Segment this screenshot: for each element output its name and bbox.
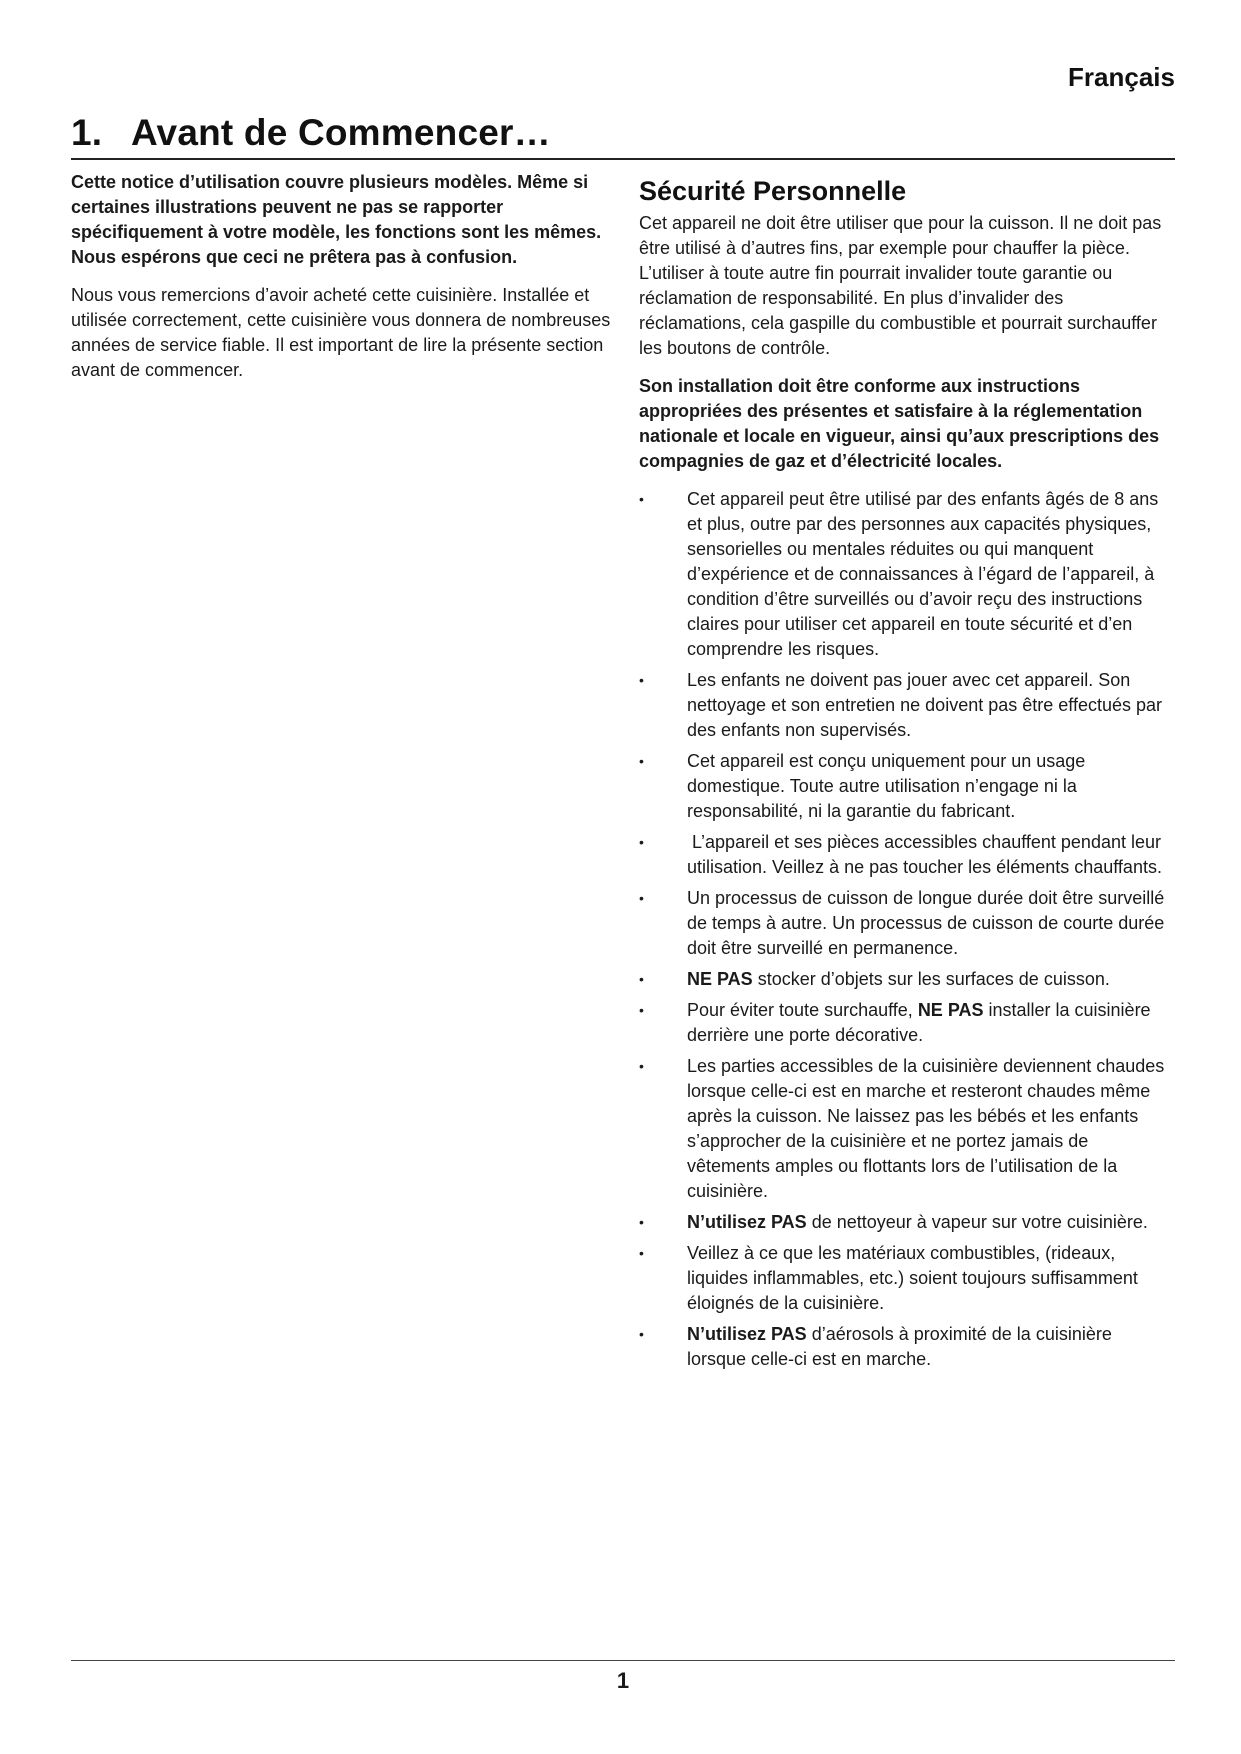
bullet-text: installer la cuisinière derrière une porte décorative. — [687, 1000, 1156, 1045]
bullet-text: Les parties accessibles de la cuisinière deviennent chaudes lorsque celle-ci est en marche et resteront chaudes même après la cuisson. Ne laissez pas les bébés et les enfants s’approcher de la cuisinière et ne portez jamais de vêtements amples ou flottants lors de l’utilisation de la cuisinière. — [687, 1056, 1170, 1201]
safety-bullet-item — [639, 1210, 1175, 1235]
bullet-emphasis: NE PAS — [917, 1000, 984, 1020]
safety-bullet-item — [639, 487, 1175, 662]
bullet-text: L’appareil et ses pièces accessibles chauffent pendant leur utilisation. Veillez à ne pas toucher les éléments chauffants. — [687, 832, 1167, 877]
bullet-emphasis: N’utilisez PAS — [687, 1212, 807, 1232]
bullet-text: Cet appareil est conçu uniquement pour un usage domestique. Toute autre utilisation n’engage ni la responsabilité, ni la garantie du fabricant. — [687, 751, 1091, 821]
bullet-dot: • — [639, 491, 644, 507]
safety-bullet-item — [639, 998, 1175, 1048]
bullet-dot: • — [639, 672, 644, 688]
chapter-title — [71, 112, 551, 154]
bullet-text: de nettoyeur à vapeur sur votre cuisinière. — [806, 1212, 1148, 1232]
bullet-text: Veillez à ce que les matériaux combustibles, (rideaux, liquides inflammables, etc.) soient toujours suffisamment éloignés de la cuisinière. — [687, 1243, 1143, 1313]
bullet-emphasis: N’utilisez PAS — [687, 1324, 807, 1344]
right-column — [639, 170, 1175, 1378]
intro-bold-paragraph: Cette notice d’utilisation couvre plusieurs modèles. Même si certaines illustrations peuvent ne pas se rapporter spécifiquement à votre modèle, les fonctions sont les mêmes. Nous espérons que ceci ne prêtera pas à confusion. — [71, 172, 602, 267]
safety-bullet-item — [639, 1241, 1175, 1316]
bullet-dot: • — [639, 971, 644, 987]
safety-bullet-item — [639, 830, 1175, 880]
safety-bullet-item — [639, 749, 1175, 824]
bullet-prefix: Pour éviter toute surchauffe, — [687, 1000, 918, 1020]
bullet-text: Un processus de cuisson de longue durée doit être surveillé de temps à autre. Un processus de cuisson de courte durée doit être surveillé en permanence. — [687, 888, 1170, 958]
bullet-dot: • — [639, 1245, 644, 1261]
safety-bullet-list — [639, 487, 1175, 1372]
safety-bullet-item — [639, 1054, 1175, 1204]
bullet-dot: • — [639, 1002, 644, 1018]
safety-bullet-item — [639, 668, 1175, 743]
bullet-emphasis: NE PAS — [687, 969, 753, 989]
document-page — [71, 0, 1175, 1754]
bullet-text: Cet appareil peut être utilisé par des enfants âgés de 8 ans et plus, outre par des personnes aux capacités physiques, sensorielles ou mentales réduites ou qui manquent d’expérience et de connaissances à l’égard de l’appareil, à condition d’être surveillés ou d’avoir reçu des instructions claires pour utiliser cet appareil en toute sécurité et d’en comprendre les risques. — [687, 489, 1164, 659]
usage-paragraph: Cet appareil ne doit être utiliser que pour la cuisson. Il ne doit pas être utilisé à d’autres fins, par exemple pour chauffer la pièce. L’utiliser à toute autre fin pourrait invalider toute garantie ou réclamation de responsabilité. En plus d’invalider des réclamations, cela gaspille du combustible et pourrait surchauffer les boutons de contrôle. — [639, 213, 1162, 358]
bullet-dot: • — [639, 890, 644, 906]
bullet-dot: • — [639, 1058, 644, 1074]
bullet-dot: • — [639, 1214, 644, 1230]
safety-bullet-item — [639, 886, 1175, 961]
chapter-number: 1. — [71, 112, 103, 153]
bullet-text: Les enfants ne doivent pas jouer avec cet appareil. Son nettoyage et son entretien ne doivent pas être effectués par des enfants non supervisés. — [687, 670, 1168, 740]
title-divider — [71, 158, 1175, 160]
language-label: Français — [1068, 62, 1175, 92]
intro-paragraph: Nous vous remercions d’avoir acheté cette cuisinière. Installée et utilisée correctement, cette cuisinière vous donnera de nombreuses années de service fiable. Il est important de lire la présente section avant de commencer. — [71, 285, 611, 380]
section-heading: Sécurité Personnelle — [639, 176, 907, 206]
bullet-dot: • — [639, 1326, 644, 1342]
page-number: 1 — [616, 1668, 630, 1693]
safety-bullet-item — [639, 1322, 1175, 1372]
bullet-text: stocker d’objets sur les surfaces de cuisson. — [752, 969, 1110, 989]
chapter-title-text: Avant de Commencer… — [131, 112, 551, 153]
left-column — [71, 170, 619, 383]
bullet-dot: • — [639, 753, 644, 769]
installation-paragraph: Son installation doit être conforme aux instructions appropriées des présentes et satisfaire à la réglementation nationale et locale en vigueur, ainsi qu’aux prescriptions des compagnies de gaz et d’électricité locales. — [639, 376, 1160, 471]
safety-bullet-item — [639, 967, 1175, 992]
bullet-dot: • — [639, 834, 644, 850]
footer-divider — [71, 1660, 1175, 1661]
bullet-text: d’aérosols à proximité de la cuisinière lorsque celle-ci est en marche. — [687, 1324, 1117, 1369]
